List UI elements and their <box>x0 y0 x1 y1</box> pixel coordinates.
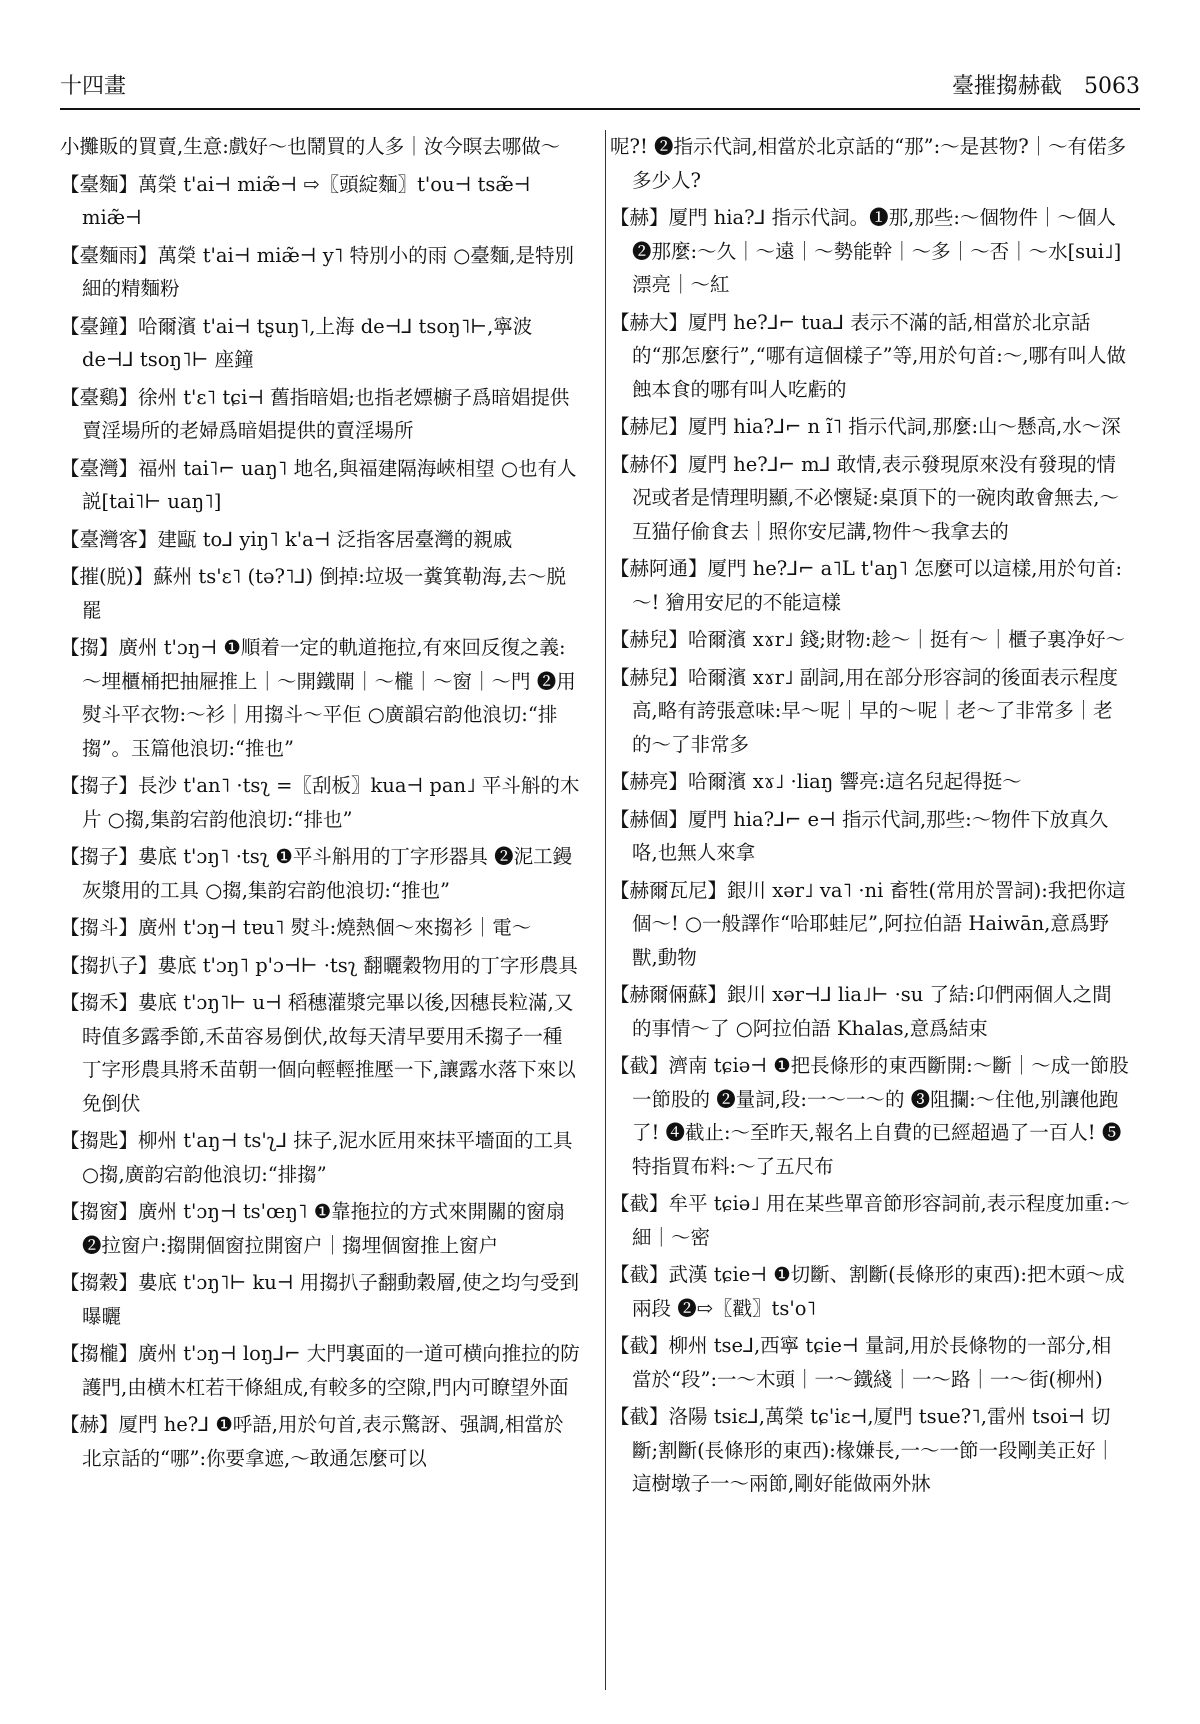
dictionary-entry: 【赫尼】厦門 hia?⅃⌐ n ĩ˥ 指示代詞,那麼:山～懸高,水～深 <box>610 415 1121 438</box>
dictionary-entry: 【臺麵】萬榮 t'ai⊣ miæ̃⊣ ⇨〖頭綻麵〗t'ou⊣ tsæ̃⊣ miæ̃⊣ <box>60 172 531 229</box>
dictionary-entry: 【截】武漢 tɕie⊣ ❶切斷、割斷(長條形的東西):把木頭～成兩段 ❷⇨〖戳〗ts'o˥ <box>610 1263 1125 1320</box>
entry-columns <box>60 130 1140 1690</box>
dictionary-entry: 【赫伓】厦門 he?⅃⌐ m⅃ 敢情,表示發現原來没有發現的情况或者是情理明顯,不必懷疑:桌頂下的一碗肉敢會無去,～互猫仔偷食去｜照你安尼講,物件～我拿去的 <box>610 452 1119 543</box>
dictionary-entry: 【搊子】婁底 t'ɔŋ˥ ·tsʅ ❶平斗斛用的丁字形器具 ❷泥工鏝灰漿用的工具 ○搊,集韵宕韵他浪切:“推也” <box>60 845 573 902</box>
dictionary-entry: 【赫阿通】厦門 he?⅃⌐ a˥L t'aŋ˥ 怎麼可以這樣,用於句首:～! 獪用安尼的不能這樣 <box>610 557 1123 614</box>
dictionary-entry: 【搊窗】廣州 t'ɔŋ⊣ ts'œŋ˥ ❶靠拖拉的方式來開關的窗扇 ❷拉窗户:搊開個窗拉開窗户｜搊埋個窗推上窗户 <box>60 1200 566 1257</box>
dictionary-entry: 【臺麵雨】萬榮 t'ai⊣ miæ̃⊣ y˥ 特別小的雨 ○臺麵,是特別細的精麵粉 <box>60 243 574 300</box>
dictionary-entry: 呢?! ❷指示代詞,相當於北京話的“那”:～是甚物?｜～有偌多多少人? <box>610 135 1127 192</box>
dictionary-entry: 【赫】厦門 hia?⅃ 指示代詞。❶那,那些:～個物件｜～個人 ❷那麼:～久｜～遠｜～勢能幹｜～多｜～否｜～水[sui˩]漂亮｜～紅 <box>610 206 1122 296</box>
dictionary-entry: 【搊子】長沙 t'an˥ ·tsʅ =〖刮板〗kua⊣ pan˩ 平斗斛的木片 ○搊,集韵宕韵他浪切:“排也” <box>60 774 580 831</box>
dictionary-entry: 【搊斗】廣州 t'ɔŋ⊣ tɐu˥ 熨斗:燒熱個～來搊衫｜電～ <box>60 916 532 939</box>
dictionary-entry: 【截】洛陽 tsiɛ⅃,萬榮 tɕ'iɛ⊣,厦門 tsue?˥,雷州 tsoi⊣ 切斷;割斷(長條形的東西):椽嫌長,一～一節一段剛美正好｜這樹墩子一～兩節,剛好能做兩外牀 <box>610 1405 1116 1495</box>
dictionary-entry: 小攤販的買賣,生意:戲好～也鬧買的人多｜汝今暝去哪做～ <box>60 135 561 158</box>
dictionary-entry: 【摧(脱)】蘇州 ts'ɛ˥ (tə?˥⅃) 倒掉:垃圾一糞箕勒海,去～脱罷 <box>60 565 567 622</box>
dictionary-entry: 【赫亮】哈爾濱 xɤ˩ ·liaŋ 響亮:這名兒起得挺～ <box>610 770 1022 793</box>
dictionary-entry: 【赫大】厦門 he?⅃⌐ tua⅃ 表示不滿的話,相當於北京話的“那怎麼行”,“哪有這個樣子”等,用於句首:～,哪有叫人做蝕本食的哪有叫人吃虧的 <box>610 310 1127 401</box>
dictionary-entry: 【搊穀】婁底 t'ɔŋ˥⊢ ku⊣ 用搊扒子翻動穀層,使之均勻受到曝曬 <box>60 1271 579 1328</box>
dictionary-entry: 【搊扒子】婁底 t'ɔŋ˥ p'ɔ⊣⊢ ·tsʅ 翻曬穀物用的丁字形農具 <box>60 953 578 977</box>
dictionary-entry: 【赫兒】哈爾濱 xɤr˩ 錢;財物:趁～｜挺有～｜櫃子裏净好～ <box>610 628 1125 651</box>
dictionary-entry: 【赫爾瓦尼】銀川 xər˩ va˥ ·ni 畜牲(常用於詈詞):我把你這個～! ○一般譯作“哈耶蛙尼”,阿拉伯語 Haiwān,意爲野獸,動物 <box>610 878 1126 969</box>
dictionary-entry: 【臺鷄】徐州 t'ɛ˥ tɕi⊣ 舊指暗娼;也指老嫖櫥子爲暗娼提供賣淫場所的老婦爲暗娼提供的賣淫場所 <box>60 385 570 442</box>
header-rule <box>60 108 1140 110</box>
left-column <box>60 130 580 1690</box>
dictionary-entry: 【截】濟南 tɕiə⊣ ❶把長條形的東西斷開:～斷｜～成一節股一節股的 ❷量詞,段:一～一～的 ❸阻攔:～住他,别讓他跑了! ❹截止:～至昨天,報名上自費的已經超過了一百人! ❺特指買布料:～了五尺布 <box>610 1054 1129 1178</box>
page-header <box>60 60 1140 100</box>
dictionary-entry: 【赫】厦門 he?⅃ ❶呼語,用於句首,表示驚訝、强調,相當於北京話的“哪”:你要拿遮,～敢通怎麼可以 <box>60 1413 564 1470</box>
dictionary-entry: 【臺鐘】哈爾濱 t'ai⊣ tʂuŋ˥,上海 de⊣⅃ tsoŋ˥⊢,寧波 de⊣⅃ tsoŋ˥⊢ 座鐘 <box>60 314 533 371</box>
header-page-info: 臺摧搊赫截 5063 <box>952 74 1140 99</box>
dictionary-entry: 【搊禾】婁底 t'ɔŋ˥⊢ u⊣ 稻穗灌漿完畢以後,因穗長粒滿,又時值多露季節,禾苗容易倒伏,故每天清早要用禾搊子一種丁字形農具將禾苗朝一個向輕輕推壓一下,讓露水落下來以免倒伏 <box>60 991 576 1115</box>
dictionary-entry: 【截】柳州 tse⅃,西寧 tɕie⊣ 量詞,用於長條物的一部分,相當於“段”:一～木頭｜一～鐵綫｜一～路｜一～街(柳州) <box>610 1334 1112 1391</box>
dictionary-entry: 【赫爾倆蘇】銀川 xər⊣⅃ lia˩⊢ ·su 了結:卬們兩個人之間的事情～了 ○阿拉伯語 Khalas,意爲結束 <box>610 983 1112 1040</box>
dictionary-entry: 【搊】廣州 t'ɔŋ⊣ ❶順着一定的軌道拖拉,有來回反復之義:～埋櫃桶把抽屜推上｜～開鐵閘｜～櫳｜～窗｜～門 ❷用熨斗平衣物:～衫｜用搊斗～平佢 ○廣韻宕韵他浪切:“排搊”。玉篇他浪切:“推也” <box>60 636 576 760</box>
dictionary-entry: 【赫個】厦門 hia?⅃⌐ e⊣ 指示代詞,那些:～物件下放真久咯,也無人來拿 <box>610 807 1109 864</box>
dictionary-entry: 【臺灣客】建甌 to⅃ yiŋ˥ k'a⊣ 泛指客居臺灣的親戚 <box>60 527 513 551</box>
dictionary-entry: 【赫兒】哈爾濱 xɤr˩ 副詞,用在部分形容詞的後面表示程度高,略有誇張意味:早～呢｜早的～呢｜老～了非常多｜老的～了非常多 <box>610 665 1119 756</box>
dictionary-entry: 【搊匙】柳州 t'aŋ⊣ ts'ʅ⅃ 抹子,泥水匠用來抹平墻面的工具 ○搊,廣韵宕韵他浪切:“排搊” <box>60 1129 573 1186</box>
header-section-title: 十四畫 <box>60 74 127 99</box>
dictionary-entry: 【搊櫳】廣州 t'ɔŋ⊣ loŋ⅃⌐ 大門裏面的一道可横向推拉的防護門,由横木杠若干條組成,有較多的空隙,門内可瞭望外面 <box>60 1342 580 1399</box>
column-divider <box>605 130 606 1690</box>
right-column <box>610 130 1130 1690</box>
dictionary-entry: 【截】牟平 tɕiə˩ 用在某些單音節形容詞前,表示程度加重:～細｜～密 <box>610 1192 1130 1249</box>
dictionary-entry: 【臺灣】福州 tai˥⌐ uaŋ˥ 地名,與福建隔海峽相望 ○也有人説[tai˥⊢ uaŋ˥] <box>60 456 577 513</box>
